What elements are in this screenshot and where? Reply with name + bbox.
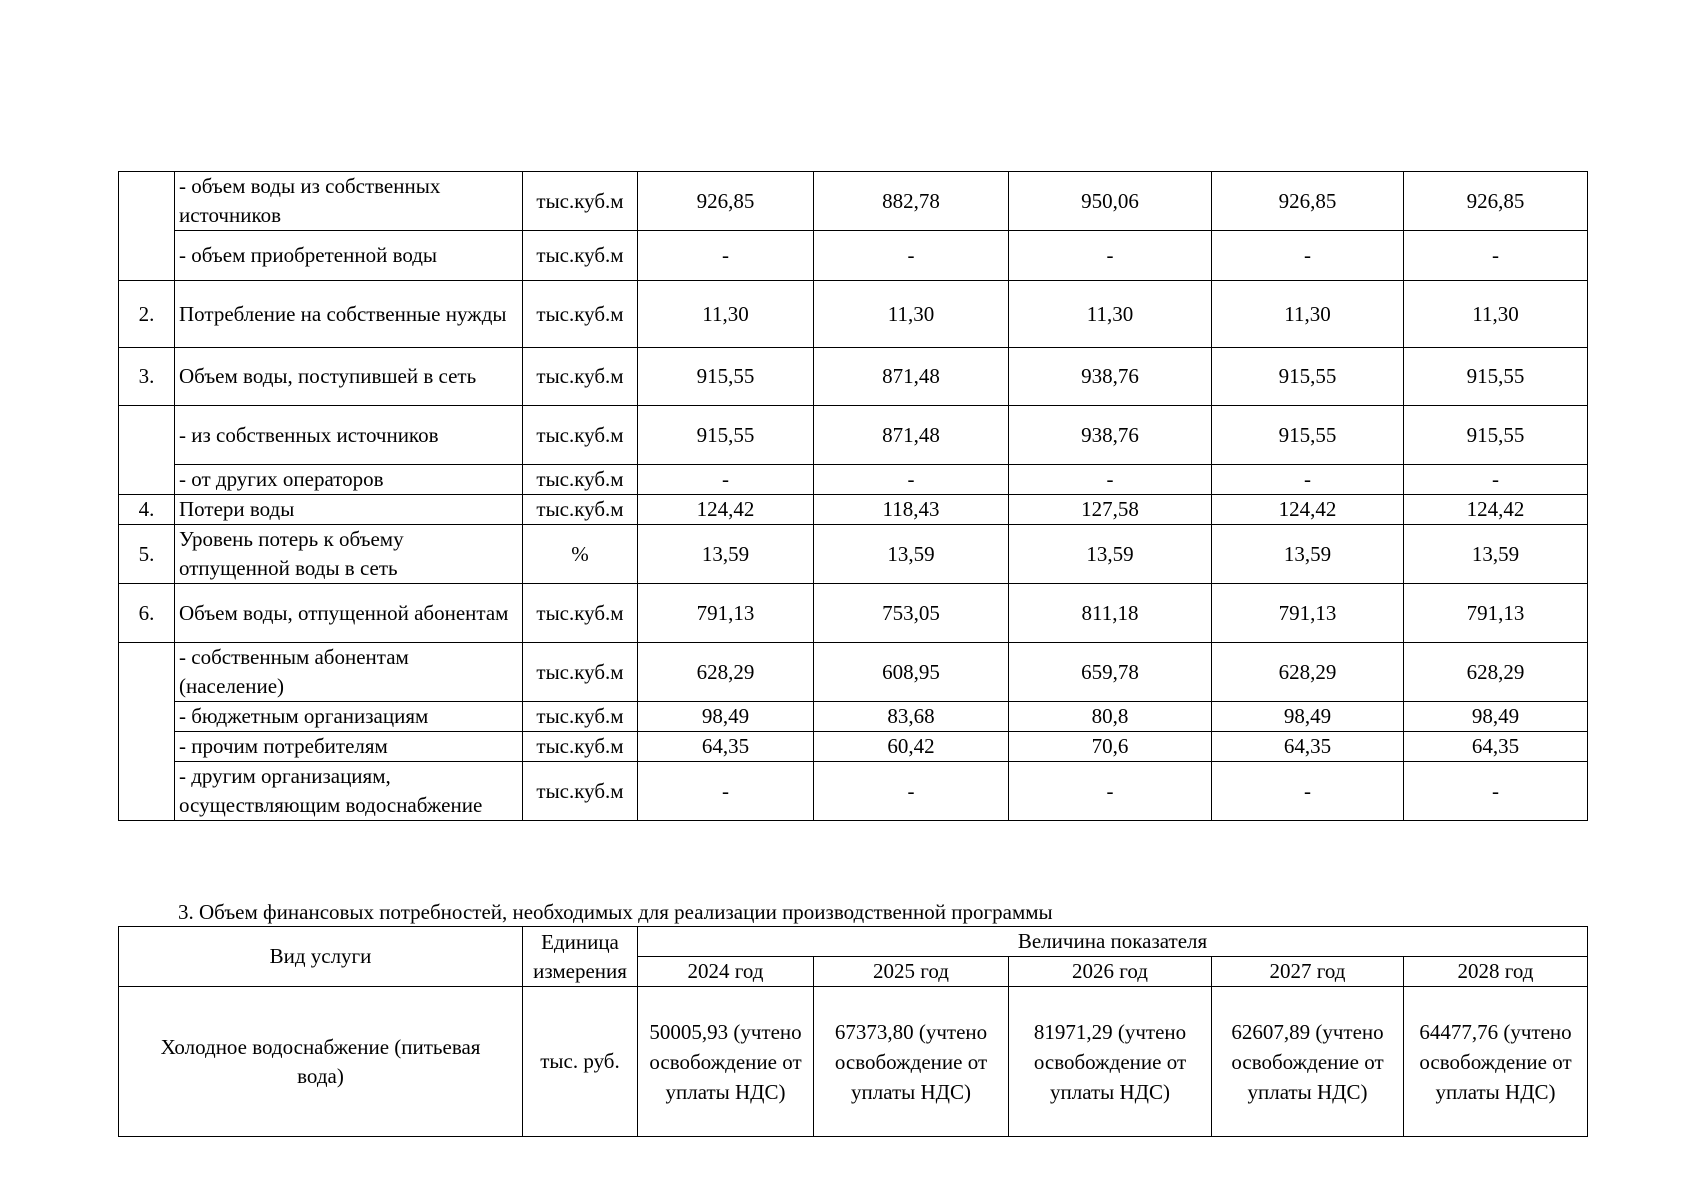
row-unit: тыс.куб.м [523,348,638,406]
value-cell: - [1009,231,1212,281]
value-cell: - [638,465,814,495]
value-cell: 80,8 [1009,702,1212,732]
value-cell: 882,78 [814,172,1009,231]
value-cell: - [638,231,814,281]
value-cell: 791,13 [638,584,814,643]
value-cell: 98,49 [1404,702,1588,732]
value-cell: 11,30 [1212,281,1404,348]
value-cell: - [1404,762,1588,821]
value-cell: - [1404,465,1588,495]
year-header: 2025 год [814,957,1009,987]
table-row [119,465,1588,495]
row-name: - объем приобретенной воды [175,231,523,281]
service-unit: тыс. руб. [523,987,638,1137]
value-cell: - [638,762,814,821]
value-cell: 871,48 [814,348,1009,406]
row-number: 3. [119,348,175,406]
value-cell: 915,55 [638,406,814,465]
row-unit: тыс.куб.м [523,702,638,732]
row-unit: тыс.куб.м [523,406,638,465]
table-row [119,702,1588,732]
value-cell: 64,35 [638,732,814,762]
value-cell: - [814,231,1009,281]
water-balance-table [118,171,1588,821]
value-cell: 926,85 [1212,172,1404,231]
value-cell: 64,35 [1404,732,1588,762]
table-row [119,987,1588,1137]
value-cell: 98,49 [1212,702,1404,732]
value-cell: 628,29 [638,643,814,702]
row-number [119,406,175,495]
header-value: Величина показателя [638,927,1588,957]
value-cell: 13,59 [1212,525,1404,584]
value-cell: 13,59 [638,525,814,584]
table-row [119,732,1588,762]
table-row [119,762,1588,821]
table-row [119,495,1588,525]
value-cell: - [1404,231,1588,281]
value-cell: 915,55 [1404,348,1588,406]
value-cell: 659,78 [1009,643,1212,702]
row-unit: тыс.куб.м [523,495,638,525]
value-cell: 11,30 [1009,281,1212,348]
value-cell: 628,29 [1212,643,1404,702]
value-cell: 938,76 [1009,348,1212,406]
row-unit: % [523,525,638,584]
value-cell: - [1212,231,1404,281]
service-name: Холодное водоснабжение (питьевая вода) [119,987,523,1137]
row-name: Объем воды, поступившей в сеть [175,348,523,406]
year-header: 2028 год [1404,957,1588,987]
value-cell: 50005,93 (учтено освобождение от уплаты НДС) [638,987,814,1137]
row-name: Объем воды, отпущенной абонентам [175,584,523,643]
value-cell: - [814,762,1009,821]
value-cell: 124,42 [1404,495,1588,525]
year-header: 2026 год [1009,957,1212,987]
header-row [119,927,1588,957]
value-cell: 60,42 [814,732,1009,762]
row-name: - бюджетным организациям [175,702,523,732]
section-caption: 3. Объем финансовых потребностей, необходимых для реализации производственной программы [178,900,1053,924]
value-cell: 938,76 [1009,406,1212,465]
value-cell: 98,49 [638,702,814,732]
value-cell: 608,95 [814,643,1009,702]
value-cell: 791,13 [1212,584,1404,643]
header-service: Вид услуги [119,927,523,987]
value-cell: 811,18 [1009,584,1212,643]
value-cell: 915,55 [638,348,814,406]
value-cell: 628,29 [1404,643,1588,702]
value-cell: - [1009,465,1212,495]
row-number: 2. [119,281,175,348]
value-cell: 871,48 [814,406,1009,465]
value-cell: 915,55 [1212,348,1404,406]
value-cell: 11,30 [814,281,1009,348]
value-cell: 70,6 [1009,732,1212,762]
value-cell: 11,30 [1404,281,1588,348]
row-number [119,643,175,821]
value-cell: - [1009,762,1212,821]
value-cell: - [1212,762,1404,821]
row-unit: тыс.куб.м [523,762,638,821]
value-cell: 13,59 [814,525,1009,584]
value-cell: 11,30 [638,281,814,348]
year-header: 2024 год [638,957,814,987]
row-name: Потери воды [175,495,523,525]
table-row [119,525,1588,584]
table-row [119,643,1588,702]
value-cell: 926,85 [638,172,814,231]
row-unit: тыс.куб.м [523,584,638,643]
value-cell: 81971,29 (учтено освобождение от уплаты НДС) [1009,987,1212,1137]
value-cell: - [814,465,1009,495]
value-cell: 67373,80 (учтено освобождение от уплаты НДС) [814,987,1009,1137]
value-cell: 915,55 [1212,406,1404,465]
value-cell: 64,35 [1212,732,1404,762]
row-unit: тыс.куб.м [523,231,638,281]
row-name: - объем воды из собственных источников [175,172,523,231]
table-row [119,281,1588,348]
value-cell: 118,43 [814,495,1009,525]
table-row [119,231,1588,281]
row-unit: тыс.куб.м [523,643,638,702]
row-number: 6. [119,584,175,643]
year-header: 2027 год [1212,957,1404,987]
row-unit: тыс.куб.м [523,465,638,495]
row-number [119,172,175,281]
value-cell: 13,59 [1009,525,1212,584]
row-name: - от других операторов [175,465,523,495]
value-cell: 124,42 [638,495,814,525]
table-row [119,406,1588,465]
value-cell: 753,05 [814,584,1009,643]
value-cell: 124,42 [1212,495,1404,525]
value-cell: 127,58 [1009,495,1212,525]
value-cell: 13,59 [1404,525,1588,584]
financial-needs-table [118,926,1588,1137]
row-name: - из собственных источников [175,406,523,465]
table-row [119,584,1588,643]
row-name: - другим организациям, осуществляющим водоснабжение [175,762,523,821]
row-number: 5. [119,525,175,584]
header-unit: Единица измерения [523,927,638,987]
value-cell: 791,13 [1404,584,1588,643]
row-name: - собственным абонентам (население) [175,643,523,702]
value-cell: 926,85 [1404,172,1588,231]
row-unit: тыс.куб.м [523,732,638,762]
value-cell: - [1212,465,1404,495]
value-cell: 83,68 [814,702,1009,732]
value-cell: 915,55 [1404,406,1588,465]
value-cell: 950,06 [1009,172,1212,231]
table-row [119,348,1588,406]
row-number: 4. [119,495,175,525]
row-unit: тыс.куб.м [523,172,638,231]
value-cell: 62607,89 (учтено освобождение от уплаты НДС) [1212,987,1404,1137]
row-unit: тыс.куб.м [523,281,638,348]
row-name: Уровень потерь к объему отпущенной воды в сеть [175,525,523,584]
table-row [119,172,1588,231]
row-name: - прочим потребителям [175,732,523,762]
value-cell: 64477,76 (учтено освобождение от уплаты НДС) [1404,987,1588,1137]
row-name: Потребление на собственные нужды [175,281,523,348]
